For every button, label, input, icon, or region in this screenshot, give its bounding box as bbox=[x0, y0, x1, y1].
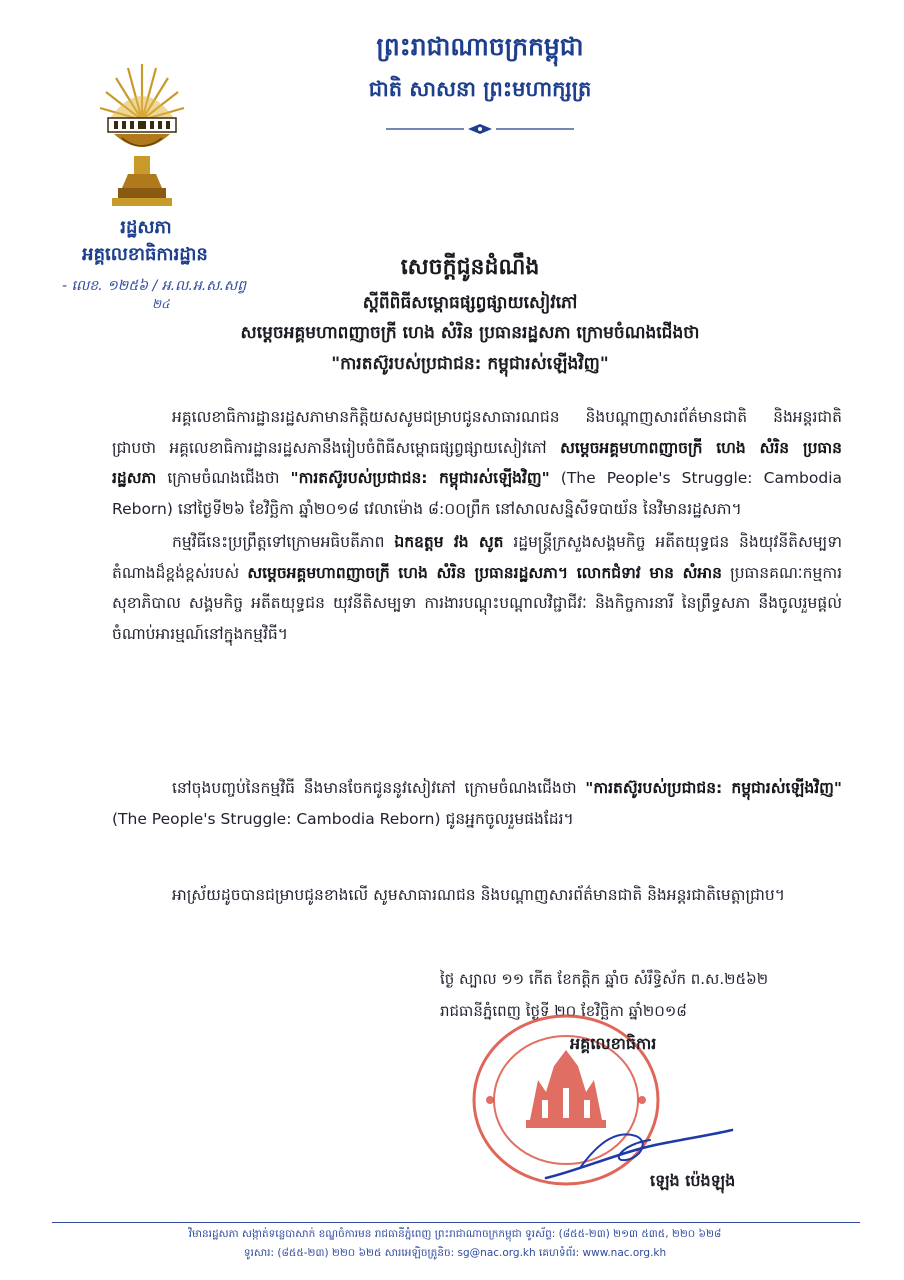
p1-bold-2: "ការតស៊ូរបស់ប្រជាជន: កម្ពុជារស់ឡើងវិញ" bbox=[290, 469, 550, 487]
p3-bold: "ការតស៊ូរបស់ប្រជាជន: កម្ពុជារស់ឡើងវិញ" bbox=[585, 779, 842, 797]
p1-text-c: (The People's Struggle: Cambodia Reborn) នៅថ្ងៃទី២៦ ខែវិច្ឆិកា ឆ្នាំ២០១៨ វេលាម៉ោង ៨:០០ព្រឹក នៅសាលសន្និសីទបាយ័ន នៃវិមានរដ្ឋសភា។ bbox=[112, 469, 843, 518]
subtitle-line2: សម្តេចអគ្គមហាពញាចក្រី ហេង សំរិន ប្រធានរដ្ឋសភា ក្រោមចំណងជើងថា bbox=[240, 323, 700, 343]
lunar-date: ថ្ងៃ ស្បាល ១១ កើត ខែកត្តិក ឆ្នាំច សំរឹទ្ធិស័ក ព.ស.២៥៦២ bbox=[440, 970, 769, 988]
divider-ornament-icon bbox=[380, 122, 580, 136]
p3-text-a: នៅចុងបញ្ចប់នៃកម្មវិធី នឹងមានចែកជូននូវសៀវភៅ ក្រោមចំណងជើងថា bbox=[172, 779, 586, 797]
footer-contact: ទូរសារ: (៨៥៥-២៣) ២២០ ៦២៥ សារអេឡិចត្រូនិច: sg@nac.org.kh គេហទំព័រ: www.nac.org.kh bbox=[243, 1247, 667, 1259]
p1-text-b: ក្រោមចំណងជើងថា bbox=[156, 469, 291, 487]
paragraph-2 bbox=[112, 527, 842, 649]
paragraph-4: អាស្រ័យដូចបានជម្រាបជូនខាងលើ សូមសាធារណជន និងបណ្តាញសារព័ត៌មានជាតិ និងអន្តរជាតិមេត្តាជ្រាប។ bbox=[172, 886, 785, 904]
paragraph-3 bbox=[112, 773, 842, 834]
p3-text-b: (The People's Struggle: Cambodia Reborn) ជូនអ្នកចូលរួមផងដែរ។ bbox=[112, 809, 574, 828]
p2-text-c: ប្រធានគណៈកម្មការសុខាភិបាល សង្គមកិច្ច អតីតយុទ្ធជន យុវនីតិសម្បទា ការងារបណ្តុះបណ្តាលវិជ្ជាជីវៈ និងកិច្ចការនារី នៃព្រឹទ្ធសភា នឹងចូលរួមផ្តល់ចំណាប់អារម្មណ៍នៅក្នុងកម្មវិធី។ bbox=[112, 563, 842, 643]
signer-name: ឡេង ប៉េងឡុង bbox=[650, 1171, 736, 1190]
subtitle-line3: "ការតស៊ូរបស់ប្រជាជន: កម្ពុជារស់ឡើងវិញ" bbox=[331, 354, 609, 374]
footer-address: វិមានរដ្ឋសភា សង្កាត់ទន្លេបាសាក់ ខណ្ឌចំការមន រាជធានីភ្នំពេញ ព្រះរាជាណាចក្រកម្ពុជា ទូរស័ព្ទ: (៨៥៥-២៣) ២១៣ ៥៣៥, ២២០ ៦២៨ bbox=[188, 1228, 722, 1240]
reference-number-sub: ២៤ bbox=[152, 297, 170, 311]
footer-divider bbox=[52, 1222, 860, 1223]
p2-bold-2: សម្តេចអគ្គមហាពញាចក្រី ហេង សំរិន ប្រធានរដ្ឋសភា។ លោកជំទាវ មាន សំអាន bbox=[247, 563, 722, 582]
p2-bold-1: ឯកឧត្តម វង សូត bbox=[394, 533, 504, 551]
p2-text-a: កម្មវិធីនេះប្រព្រឹត្តទៅក្រោមអធិបតីភាព bbox=[172, 533, 395, 551]
p1-bold-1: សម្តេចអគ្គមហាពញាចក្រី ហេង សំរិន ប្រធានរដ្ឋសភា bbox=[112, 438, 843, 487]
p2-text-b: រដ្ឋមន្ត្រីក្រសួងសង្គមកិច្ច អតីតយុទ្ធជន និងយុវនីតិសម្បទា តំណាងដ៏ខ្ពង់ខ្ពស់របស់ bbox=[112, 533, 842, 582]
document-title: សេចក្តីជូនដំណឹង bbox=[400, 255, 540, 280]
org-name-line1: រដ្ឋសភា bbox=[120, 217, 172, 238]
org-name-line2: អគ្គលេខាធិការដ្ឋាន bbox=[82, 244, 208, 265]
p1-text-a: អគ្គលេខាធិការដ្ឋានរដ្ឋសភាមានកិត្តិយសសូមជម្រាបជូនសាធារណជន និងបណ្តាញសារព័ត៌មានជាតិ និងអន្តរជាតិជ្រាបថា អគ្គលេខាធិការដ្ឋានរដ្ឋសភានឹងរៀបចំពិធីសម្ពោធផ្សព្វផ្សាយសៀវភៅ bbox=[112, 408, 842, 457]
national-motto: ជាតិ សាសនា ព្រះមហាក្សត្រ bbox=[368, 77, 592, 101]
subtitle-line1: ស្តីពីពិធីសម្ពោធផ្សព្វផ្សាយសៀវភៅ bbox=[362, 293, 578, 313]
place-date: រាជធានីភ្នំពេញ ថ្ងៃទី ២០ ខែវិច្ឆិកា ឆ្នាំ២០១៨ bbox=[440, 1002, 687, 1020]
parliament-emblem-icon bbox=[92, 60, 192, 220]
kingdom-title: ព្រះរាជាណាចក្រកម្ពុជា bbox=[376, 32, 584, 61]
signer-title: អគ្គលេខាធិការ bbox=[570, 1034, 657, 1053]
reference-number: - លេខ. ១២៥៦ / អ.ល.អ.ស.សព្វ bbox=[62, 278, 247, 294]
paragraph-1 bbox=[112, 402, 842, 524]
